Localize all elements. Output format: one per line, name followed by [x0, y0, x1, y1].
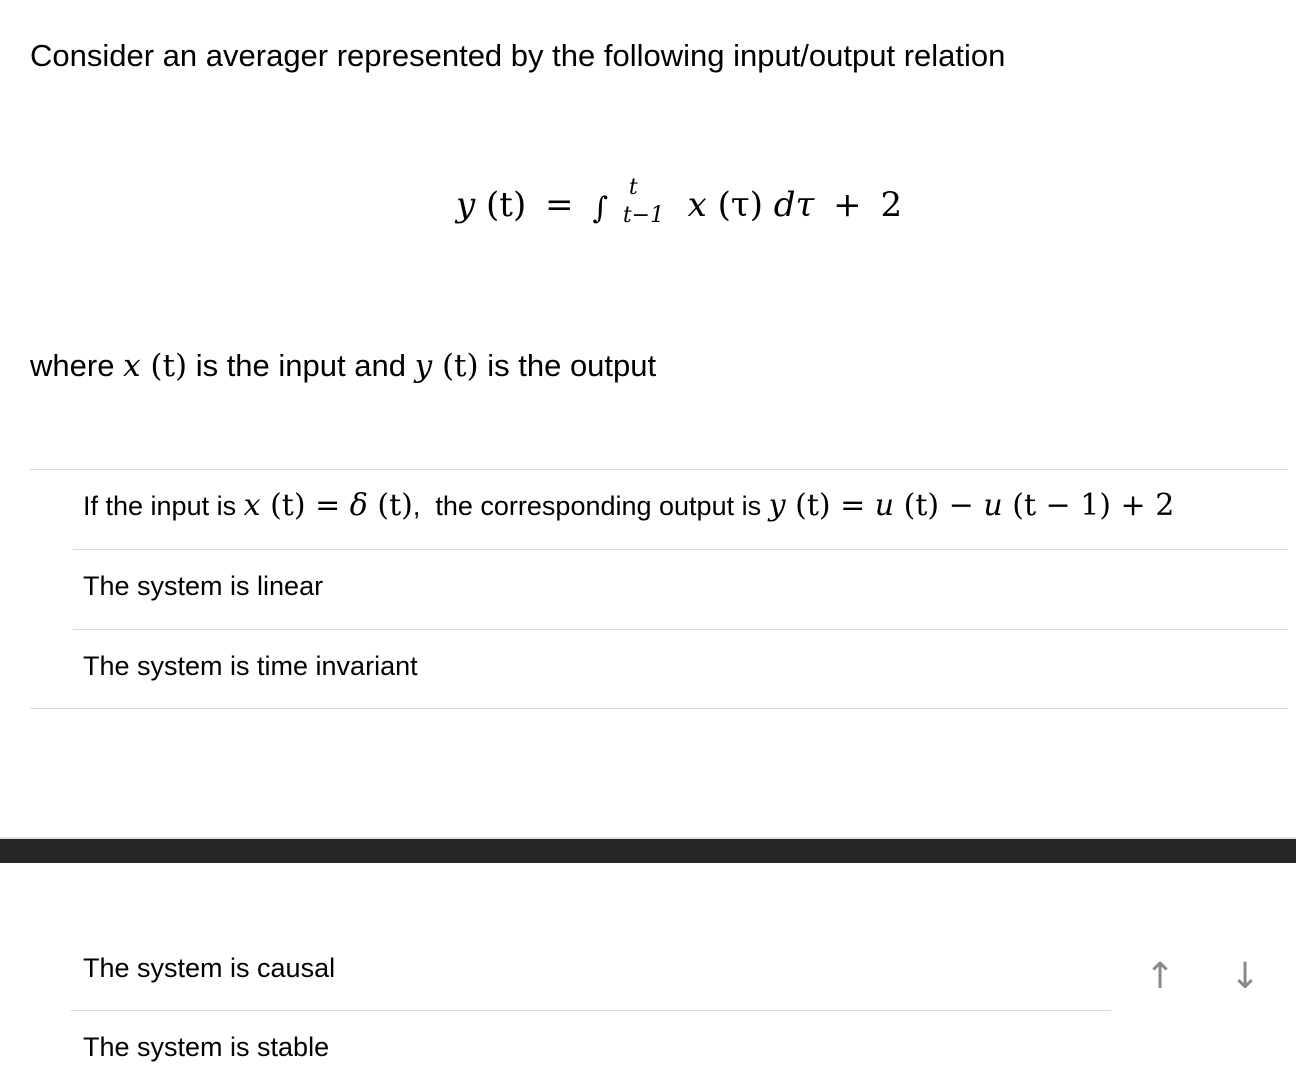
- divider: [73, 629, 1288, 630]
- option-causal[interactable]: The system is causal: [83, 953, 336, 983]
- output-var-arg: (t): [441, 348, 479, 384]
- math-u2: u: [983, 488, 1003, 523]
- separator-band: [0, 837, 1296, 863]
- averager-equation: [456, 175, 903, 228]
- eq-upper-limit: t: [628, 175, 638, 200]
- divider: [30, 708, 1288, 709]
- eq-differential: dτ: [773, 185, 815, 225]
- eq-integral-sign: ∫: [592, 191, 608, 226]
- math-y-arg: (t) =: [795, 488, 875, 523]
- option-impulse-response[interactable]: [83, 488, 1174, 523]
- output-var: y: [414, 348, 433, 384]
- divider: [71, 1010, 1111, 1011]
- input-var: x: [123, 348, 141, 384]
- math-x: x: [243, 488, 261, 523]
- problem-intro: Consider an averager represented by the following input/output relation: [30, 38, 1006, 73]
- option-linear[interactable]: The system is linear: [83, 571, 324, 601]
- math-y: y: [768, 488, 786, 523]
- where-text-mid: is the input and: [195, 348, 406, 383]
- divider: [30, 469, 1288, 470]
- eq-limits: [619, 175, 677, 228]
- eq-lower-limit: t−1: [622, 203, 665, 228]
- divider: [73, 549, 1288, 550]
- option-comma: ,: [412, 491, 421, 521]
- option-stable[interactable]: The system is stable: [83, 1032, 330, 1062]
- eq-equals: =: [545, 185, 574, 225]
- math-u: u: [874, 488, 895, 523]
- where-text-end: is the output: [487, 348, 657, 383]
- math-delta: δ: [349, 488, 368, 523]
- math-delta-arg: (t): [377, 488, 413, 523]
- move-down-arrow-icon[interactable]: ↓: [1230, 956, 1261, 997]
- math-u2-arg: (t − 1) + 2: [1012, 488, 1175, 523]
- option-time-invariant[interactable]: The system is time invariant: [83, 651, 418, 681]
- input-var-arg: (t): [150, 348, 188, 384]
- math-x-arg: (t) =: [270, 488, 350, 523]
- variable-definitions: [30, 348, 656, 384]
- eq-lhs: y: [456, 185, 476, 225]
- eq-integrand: x: [687, 185, 707, 225]
- option-text: If the input is: [83, 491, 237, 521]
- eq-integrand-arg: (τ): [717, 185, 763, 225]
- move-up-arrow-icon[interactable]: ↑: [1145, 956, 1176, 997]
- where-text: where: [30, 348, 115, 383]
- eq-lhs-arg: (t): [486, 185, 527, 225]
- option-text-mid: the corresponding output is: [435, 491, 762, 521]
- eq-constant: 2: [880, 185, 903, 225]
- eq-plus: +: [833, 185, 862, 225]
- math-u-arg: (t) −: [903, 488, 984, 523]
